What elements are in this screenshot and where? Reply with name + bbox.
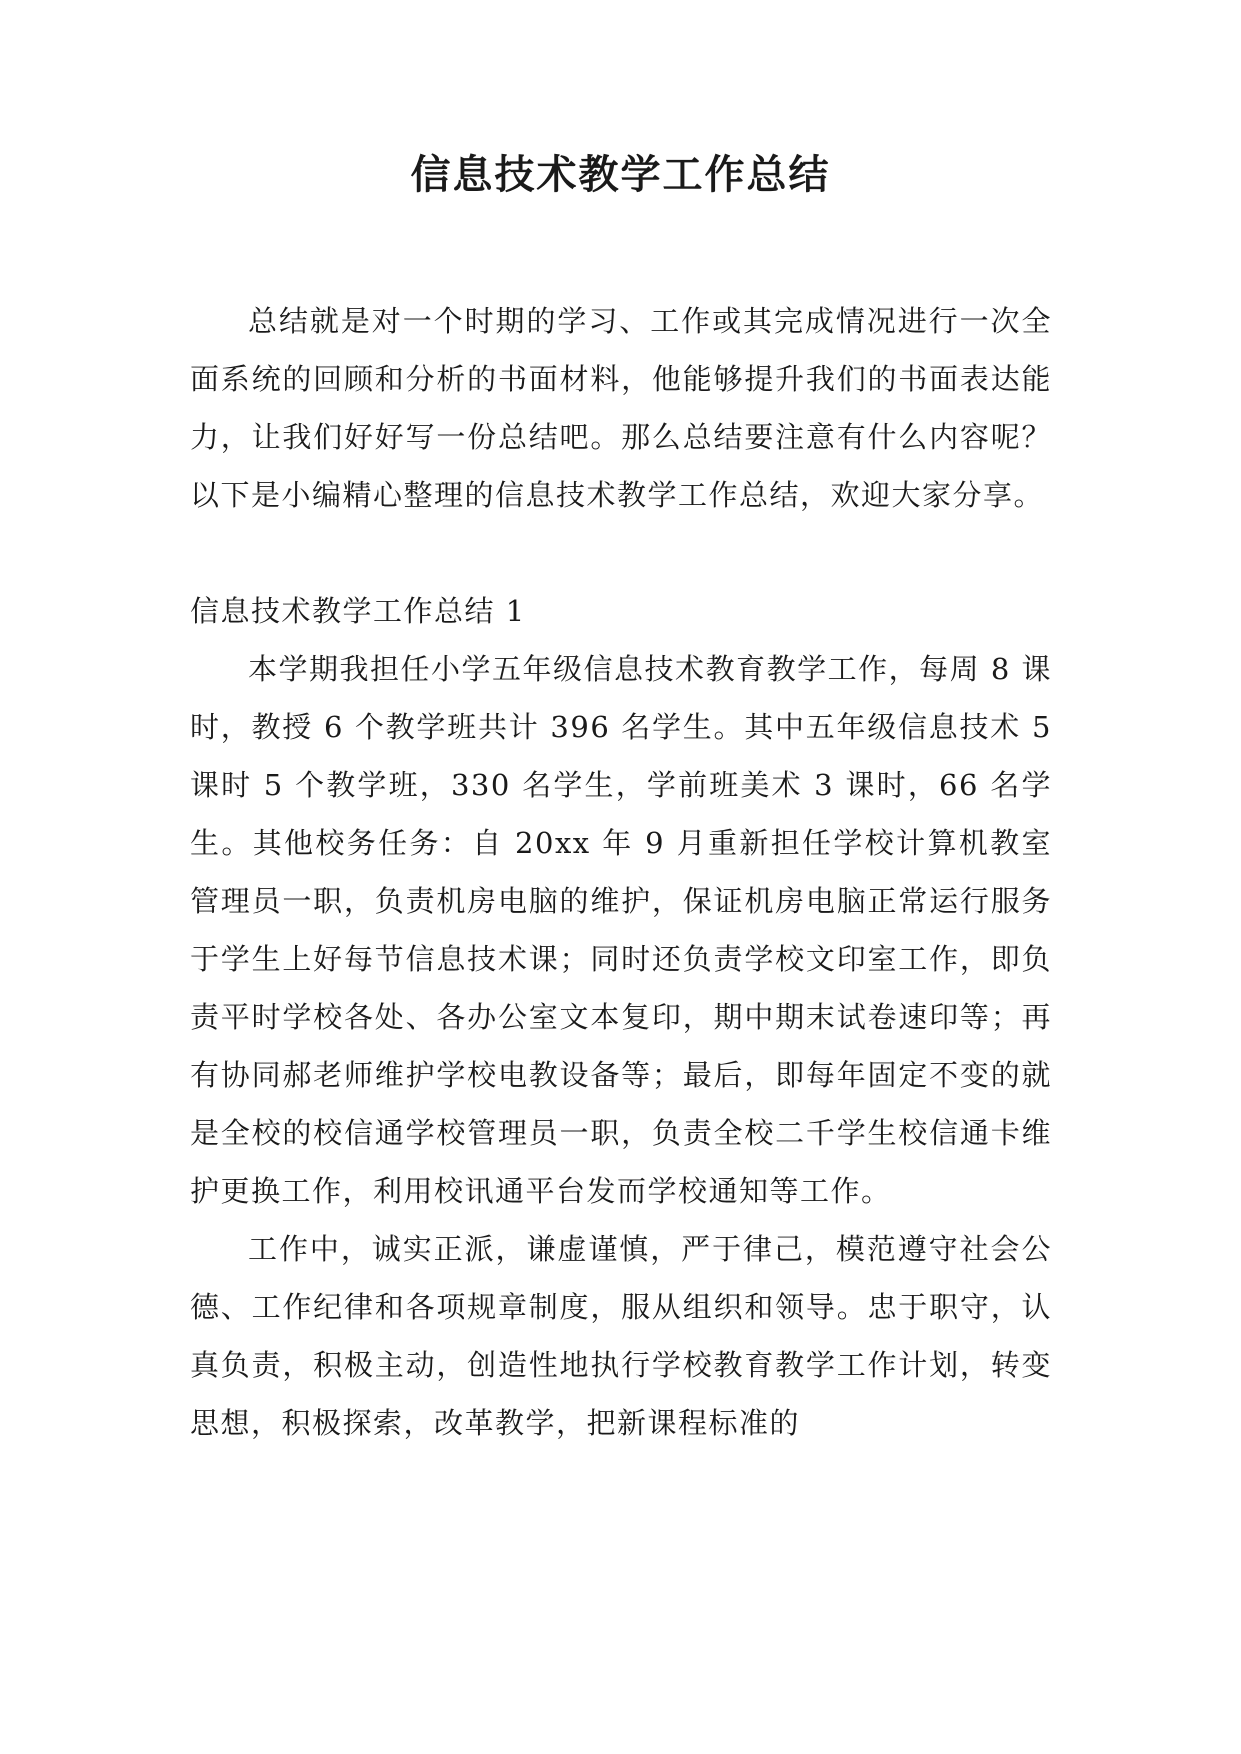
body-paragraph: 本学期我担任小学五年级信息技术教育教学工作，每周 8 课时，教授 6 个教学班共计 396 名学生。其中五年级信息技术 5 课时 5 个教学班，330 名学生，学前班美术 3 课时，66 名学生。其他校务任务：自 20xx 年 9 月重新担任学校计算机教室管理员一职，负责机房电脑的维护，保证机房电脑正常运行服务于学生上好每节信息技术课；同时还负责学校文印室工作，即负责平时学校各处、各办公室文本复印，期中期末试卷速印等；再有协同郝老师维护学校电教设备等；最后，即每年固定不变的就是全校的校信通学校管理员一职，负责全校二千学生校信通卡维护更换工作，利用校讯通平台发而学校通知等工作。	[190, 652, 1052, 1208]
section-heading: 信息技术教学工作总结 1	[190, 594, 526, 628]
document-title: 信息技术教学工作总结	[410, 152, 831, 198]
intro-paragraph: 总结就是对一个时期的学习、工作或其完成情况进行一次全面系统的回顾和分析的书面材料，他能够提升我们的书面表达能力，让我们好好写一份总结吧。那么总结要注意有什么内容呢？以下是小编精心整理的信息技术教学工作总结，欢迎大家分享。	[190, 304, 1052, 512]
document-body	[190, 292, 1052, 1452]
body-paragraph: 工作中，诚实正派，谦虚谨慎，严于律己，模范遵守社会公德、工作纪律和各项规章制度，服从组织和领导。忠于职守，认真负责，积极主动，创造性地执行学校教育教学工作计划，转变思想，积极探索，改革教学，把新课程标准的	[190, 1232, 1052, 1440]
